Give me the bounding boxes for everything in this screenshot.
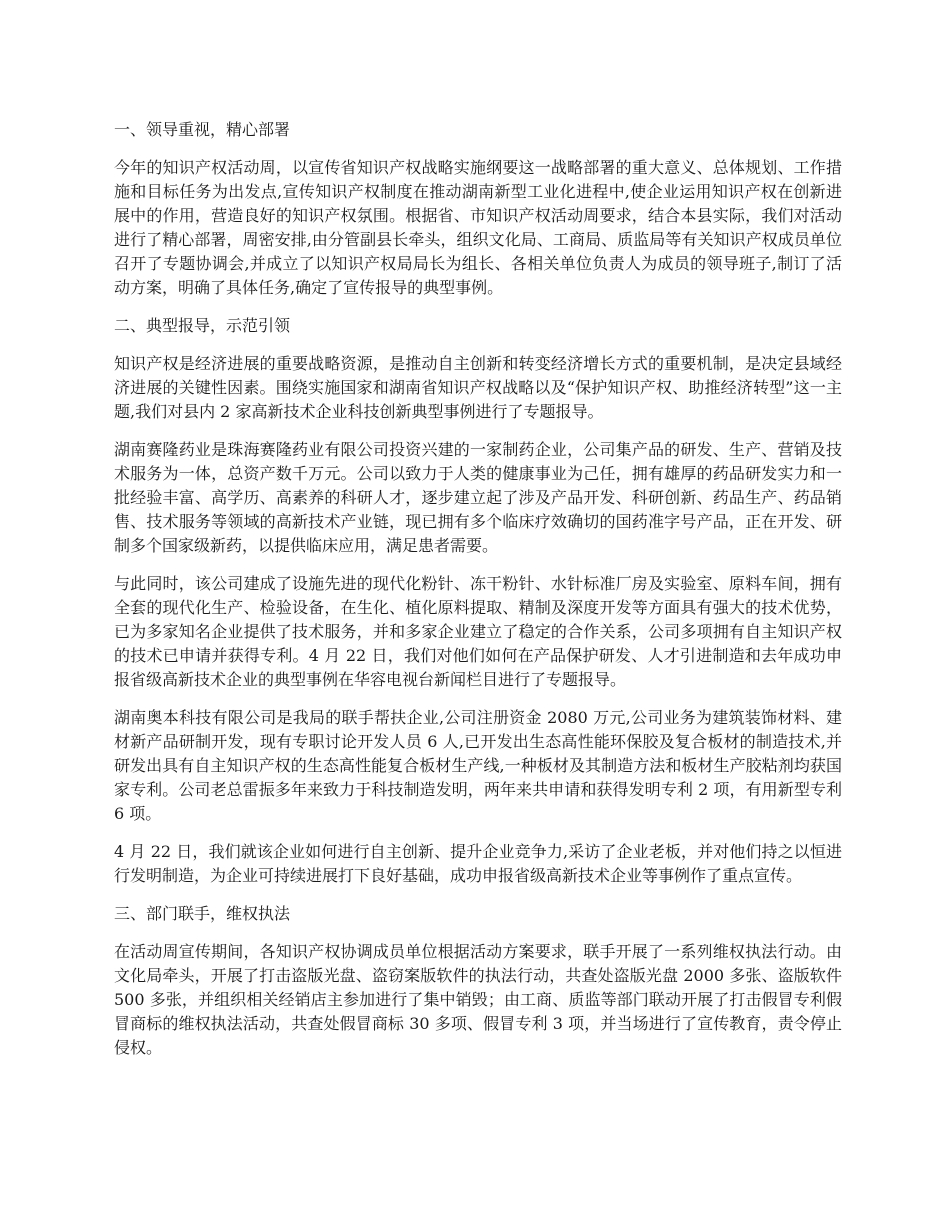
paragraph: 在活动周宣传期间，各知识产权协调成员单位根据活动方案要求，联手开展了一系列维权执法行动。由文化局牵头，开展了打击盗版光盘、盗窃案版软件的执法行动，共查处盗版光盘 2000 多张、盗版软件 500 多张，并组织相关经销店主参加进行了集中销毁；由工商、质监等部门联动开展了打击假冒专利假冒商标的维权执法活动，共查处假冒商标 30 多项、假冒专利 3 项，并当场进行了宣传教育，责令停止侵权。	[114, 942, 842, 1057]
section-heading: 一、领导重视，精心部署	[114, 120, 291, 139]
paragraph: 湖南奥本科技有限公司是我局的联手帮扶企业,公司注册资金 2080 万元,公司业务为建筑装饰材料、建材新产品研制开发，现有专职讨论开发人员 6 人,已开发出生态高性能环保胶及复合板材的制造技术,并研发出具有自主知识产权的生态高性能复合板材生产线,一种板材及其制造方法和板材生产胶粘剂均获国家专利。公司老总雷振多年来致力于科技制造发明，两年来共申请和获得发明专利 2 项，有用新型专利 6 项。	[114, 708, 842, 823]
paragraph: 与此同时，该公司建成了设施先进的现代化粉针、冻干粉针、水针标准厂房及实验室、原料车间，拥有全套的现代化生产、检验设备，在生化、植化原料提取、精制及深度开发等方面具有强大的技术优势，已为多家知名企业提供了技术服务，并和多家企业建立了稳定的合作关系，公司多项拥有自主知识产权的技术已申请并获得专利。4 月 22 日，我们对他们如何在产品保护研发、人才引进制造和去年成功申报省级高新技术企业的典型事例在华容电视台新闻栏目进行了专题报导。	[114, 574, 842, 689]
paragraph: 今年的知识产权活动周，以宣传省知识产权战略实施纲要这一战略部署的重大意义、总体规划、工作措施和目标任务为出发点,宣传知识产权制度在推动湖南新型工业化进程中,使企业运用知识产权在创新进展中的作用，营造良好的知识产权氛围。根据省、市知识产权活动周要求，结合本县实际，我们对活动进行了精心部署，周密安排,由分管副县长牵头，组织文化局、工商局、质监局等有关知识产权成员单位召开了专题协调会,并成立了以知识产权局局长为组长、各相关单位负责人为成员的领导班子,制订了活动方案，明确了具体任务,确定了宣传报导的典型事例。	[114, 158, 842, 297]
section-leadership	[114, 118, 842, 300]
document-page	[114, 118, 842, 1074]
section-typical-reports	[114, 314, 842, 888]
paragraph: 知识产权是经济进展的重要战略资源，是推动自主创新和转变经济增长方式的重要机制，是决定县域经济进展的关键性因素。围绕实施国家和湖南省知识产权战略以及“保护知识产权、助推经济转型”这一主题,我们对县内 2 家高新技术企业科技创新典型事例进行了专题报导。	[114, 354, 842, 421]
section-enforcement	[114, 902, 842, 1060]
paragraph: 湖南赛隆药业是珠海赛隆药业有限公司投资兴建的一家制药企业，公司集产品的研发、生产、营销及技术服务为一体，总资产数千万元。公司以致力于人类的健康事业为己任，拥有雄厚的药品研发实力和一批经验丰富、高学历、高素养的科研人才，逐步建立起了涉及产品开发、科研创新、药品生产、药品销售、技术服务等领域的高新技术产业链，现已拥有多个临床疗效确切的国药准字号产品，正在开发、研制多个国家级新药，以提供临床应用，满足患者需要。	[114, 440, 842, 555]
section-heading: 二、典型报导，示范引领	[114, 316, 291, 335]
section-heading: 三、部门联手，维权执法	[114, 904, 291, 923]
paragraph: 4 月 22 日，我们就该企业如何进行自主创新、提升企业竞争力,采访了企业老板，并对他们持之以恒进行发明制造，为企业可持续进展打下良好基础，成功申报省级高新技术企业等事例作了重点宣传。	[114, 842, 842, 885]
